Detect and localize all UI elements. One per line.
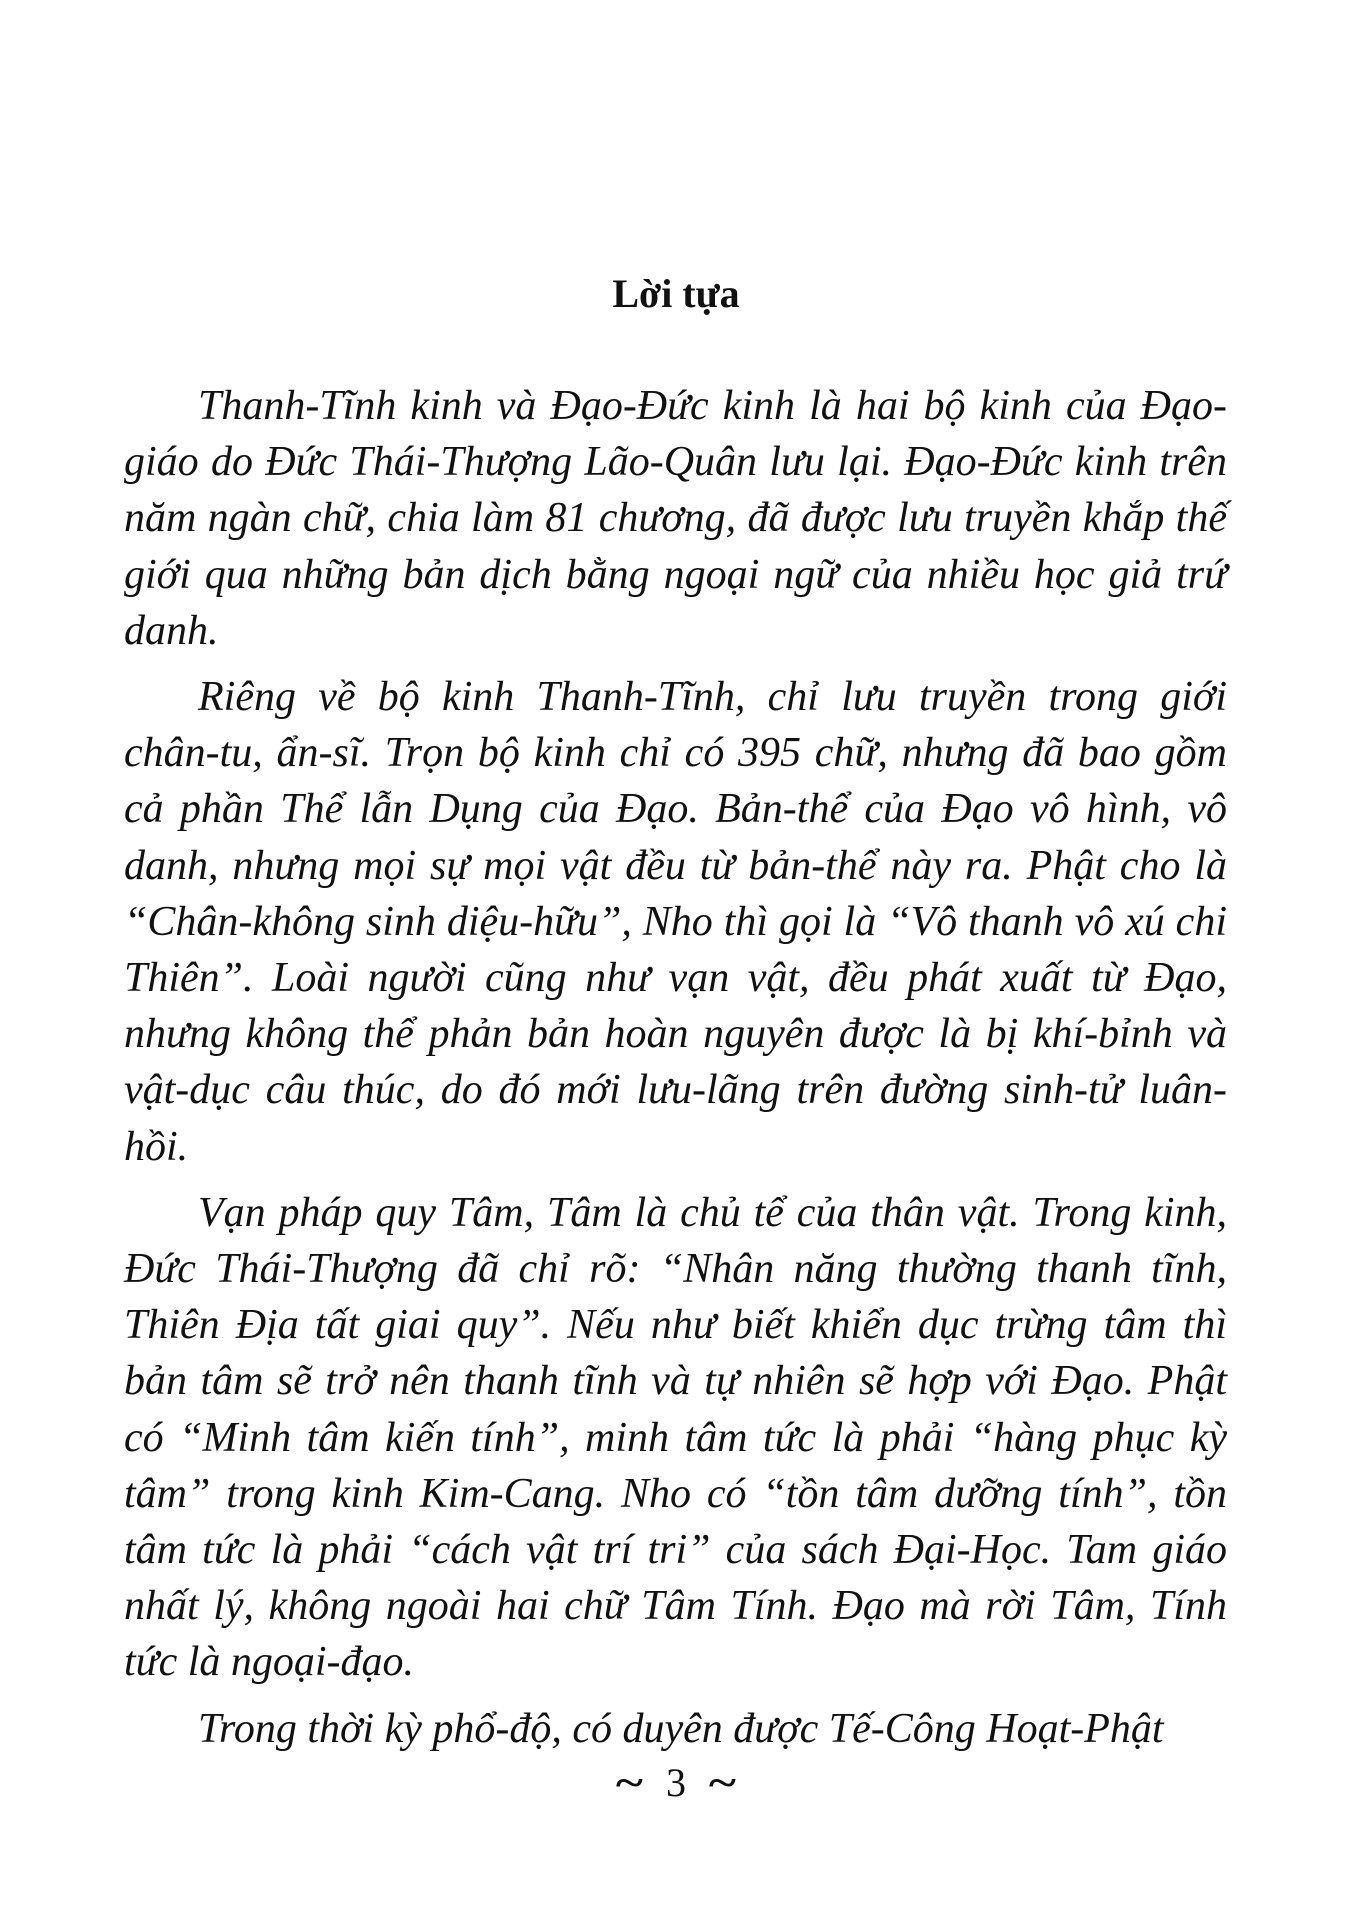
left-tilde-ornament: ~ [616,1760,644,1805]
page-title: Lời tựa [612,271,740,316]
right-tilde-ornament: ~ [708,1760,736,1805]
page-number: 3 [666,1760,686,1805]
paragraph-3: Vạn pháp quy Tâm, Tâm là chủ tể của thân vật. Trong kinh, Đức Thái-Thượng đã chỉ rõ: “Nhân năng thường thanh tĩnh, Thiên Địa tất giai quy”. Nếu như biết khiển dục trừng tâm thì bản tâm sẽ trở nên thanh tĩnh và tự nhiên sẽ hợp với Đạo. Phật có “Minh tâm kiến tính”, minh tâm tức là phải “hàng phục kỳ tâm” trong kinh Kim-Cang. Nho có “tồn tâm dưỡng tính”, tồn tâm tức là phải “cách vật trí tri” của sách Đại-Học. Tam giáo nhất lý, không ngoài hai chữ Tâm Tính. Đạo mà rời Tâm, Tính tức là ngoại-đạo. [124,1189,1227,1686]
paragraph-2: Riêng về bộ kinh Thanh-Tĩnh, chỉ lưu truyền trong giới chân-tu, ẩn-sĩ. Trọn bộ kinh chỉ có 395 chữ, nhưng đã bao gồm cả phần Thể lẫn Dụng của Đạo. Bản-thể của Đạo vô hình, vô danh, nhưng mọi sự mọi vật đều từ bản-thể này ra. Phật cho là “Chân-không sinh diệu-hữu”, Nho thì gọi là “Vô thanh vô xú chi Thiên”. Loài người cũng như vạn vật, đều phát xuất từ Đạo, nhưng không thể phản bản hoàn nguyên được là bị khí-bỉnh và vật-dục câu thúc, do đó mới lưu-lãng trên đường sinh-tử luân-hồi. [124,674,1227,1170]
body-text [124,378,1227,1767]
paragraph-4: Trong thời kỳ phổ-độ, có duyên được Tế-Công Hoạt-Phật [198,1705,1164,1752]
page-footer [0,1758,1352,1808]
paragraph-1: Thanh-Tĩnh kinh và Đạo-Đức kinh là hai bộ kinh của Đạo-giáo do Đức Thái-Thượng Lão-Quân lưu lại. Đạo-Đức kinh trên năm ngàn chữ, chia làm 81 chương, đã được lưu truyền khắp thế giới qua những bản dịch bằng ngoại ngữ của nhiều học giả trứ danh. [124,383,1227,654]
